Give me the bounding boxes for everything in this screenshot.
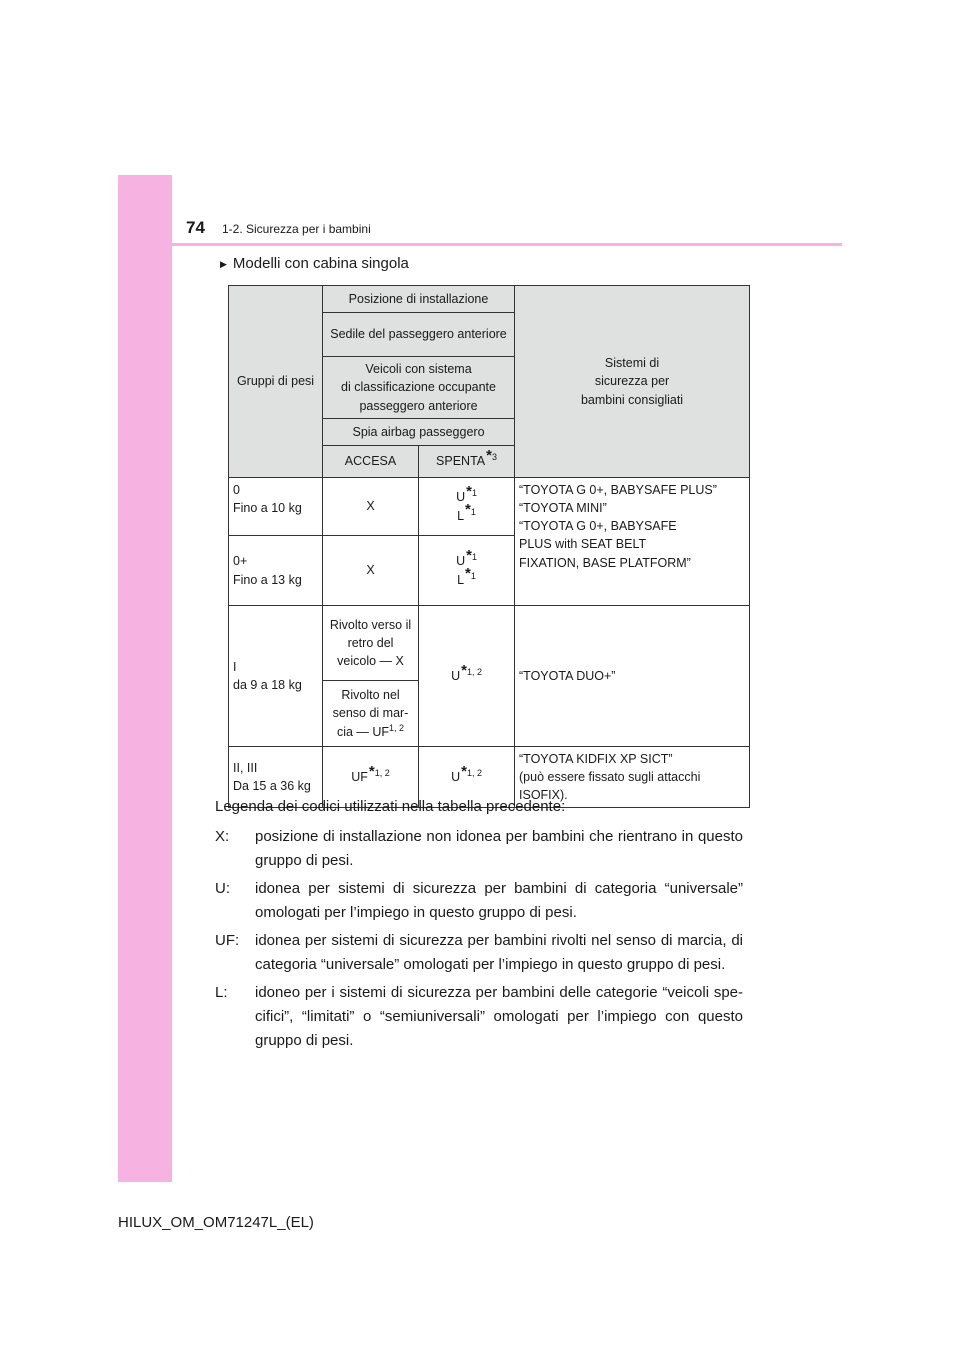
header-install-position: Posizione di installazione xyxy=(323,286,515,313)
table-row xyxy=(229,478,750,536)
header-lamp-on: ACCESA xyxy=(323,446,419,478)
header-lamp-off: SPENTA*$^3$ xyxy=(419,446,515,478)
lamp-on-cell: UF*$^{1, 2}$ xyxy=(323,747,419,808)
lamp-on-cell-rear: Rivolto verso il retro del veicolo — X xyxy=(323,606,419,681)
lamp-on-cell: X xyxy=(323,478,419,536)
header-occupant-classification: Veicoli con sistema di classificazione occupante passeggero anteriore xyxy=(323,357,515,419)
list-item xyxy=(215,877,743,925)
list-item xyxy=(215,825,743,873)
legend-code: L: xyxy=(215,984,228,1001)
weight-group-cell: II, III Da 15 a 36 kg xyxy=(229,747,323,808)
lamp-off-cell: U*$^{1, 2}$ xyxy=(419,606,515,747)
list-item xyxy=(215,929,743,977)
legend-text: posizione di installazione non idonea per bambini che rientrano in questo gruppo di pesi. xyxy=(255,828,743,869)
list-item xyxy=(215,981,743,1053)
recommended-systems-cell: “TOYOTA DUO+” xyxy=(515,606,750,747)
subsection-heading xyxy=(220,255,409,272)
lamp-on-cell: X xyxy=(323,536,419,606)
header-front-passenger-seat: Sedile del passeggero anteriore xyxy=(323,313,515,357)
subsection-title: Modelli con cabina singola xyxy=(232,255,409,272)
weight-group-cell: 0 Fino a 10 kg xyxy=(229,478,323,536)
legend-code: U: xyxy=(215,880,230,897)
legend-text: idonea per sistemi di sicurezza per bambini rivolti nel senso di marcia, di categoria “universale” omologati per l’impiego in questo gruppo di pesi. xyxy=(255,932,743,973)
header-rule xyxy=(172,243,842,246)
legend-code: X: xyxy=(215,828,230,845)
recommended-systems-cell: “TOYOTA G 0+, BABYSAFE PLUS” “TOYOTA MINI” “TOYOTA G 0+, BABYSAFE PLUS with SEAT BELT FIXATION, BASE PLATFORM” xyxy=(515,478,750,606)
header-airbag-lamp: Spia airbag passeggero xyxy=(323,419,515,446)
legend-text: idoneo per i sistemi di sicurezza per bambini delle categorie “veicoli spe-cifici”, “limitati” o “semiuniversali” omologati per l’impiego con questo gruppo di pesi. xyxy=(255,984,743,1049)
lamp-off-cell: U*$^1$ L*$^1$ xyxy=(419,536,515,606)
header-weight-groups: Gruppi di pesi xyxy=(229,286,323,478)
table-row xyxy=(229,606,750,681)
page-number: 74 xyxy=(186,218,205,237)
lamp-off-cell: U*$^1$ L*$^1$ xyxy=(419,478,515,536)
legend-intro: Legenda dei codici utilizzati nella tabella precedente: xyxy=(215,798,566,815)
document-code: HILUX_OM_OM71247L_(EL) xyxy=(118,1214,314,1231)
pink-sidebar-tab xyxy=(118,175,172,1182)
weight-group-cell: I da 9 a 18 kg xyxy=(229,606,323,747)
recommended-systems-cell: “TOYOTA KIDFIX XP SICT” (può essere fissato sugli attacchi ISOFIX). xyxy=(515,747,750,808)
legend-list xyxy=(215,825,743,1057)
arrow-right-icon: ▶ xyxy=(220,259,227,269)
lamp-off-cell: U*$^{1, 2}$ xyxy=(419,747,515,808)
asterisk-icon: * xyxy=(486,447,492,465)
weight-group-cell: 0+ Fino a 13 kg xyxy=(229,536,323,606)
lamp-on-cell-forward: Rivolto nel senso di mar-cia — UF$^{1, 2}$ xyxy=(323,681,419,747)
running-head: 1-2. Sicurezza per i bambini xyxy=(222,222,371,236)
child-seat-table xyxy=(228,285,750,808)
legend-text: idonea per sistemi di sicurezza per bambini di categoria “universale” omologati per l’impiego in questo gruppo di pesi. xyxy=(255,880,743,921)
header-recommended-systems: Sistemi di sicurezza per bambini consigliati xyxy=(515,286,750,478)
legend-code: UF: xyxy=(215,932,240,949)
